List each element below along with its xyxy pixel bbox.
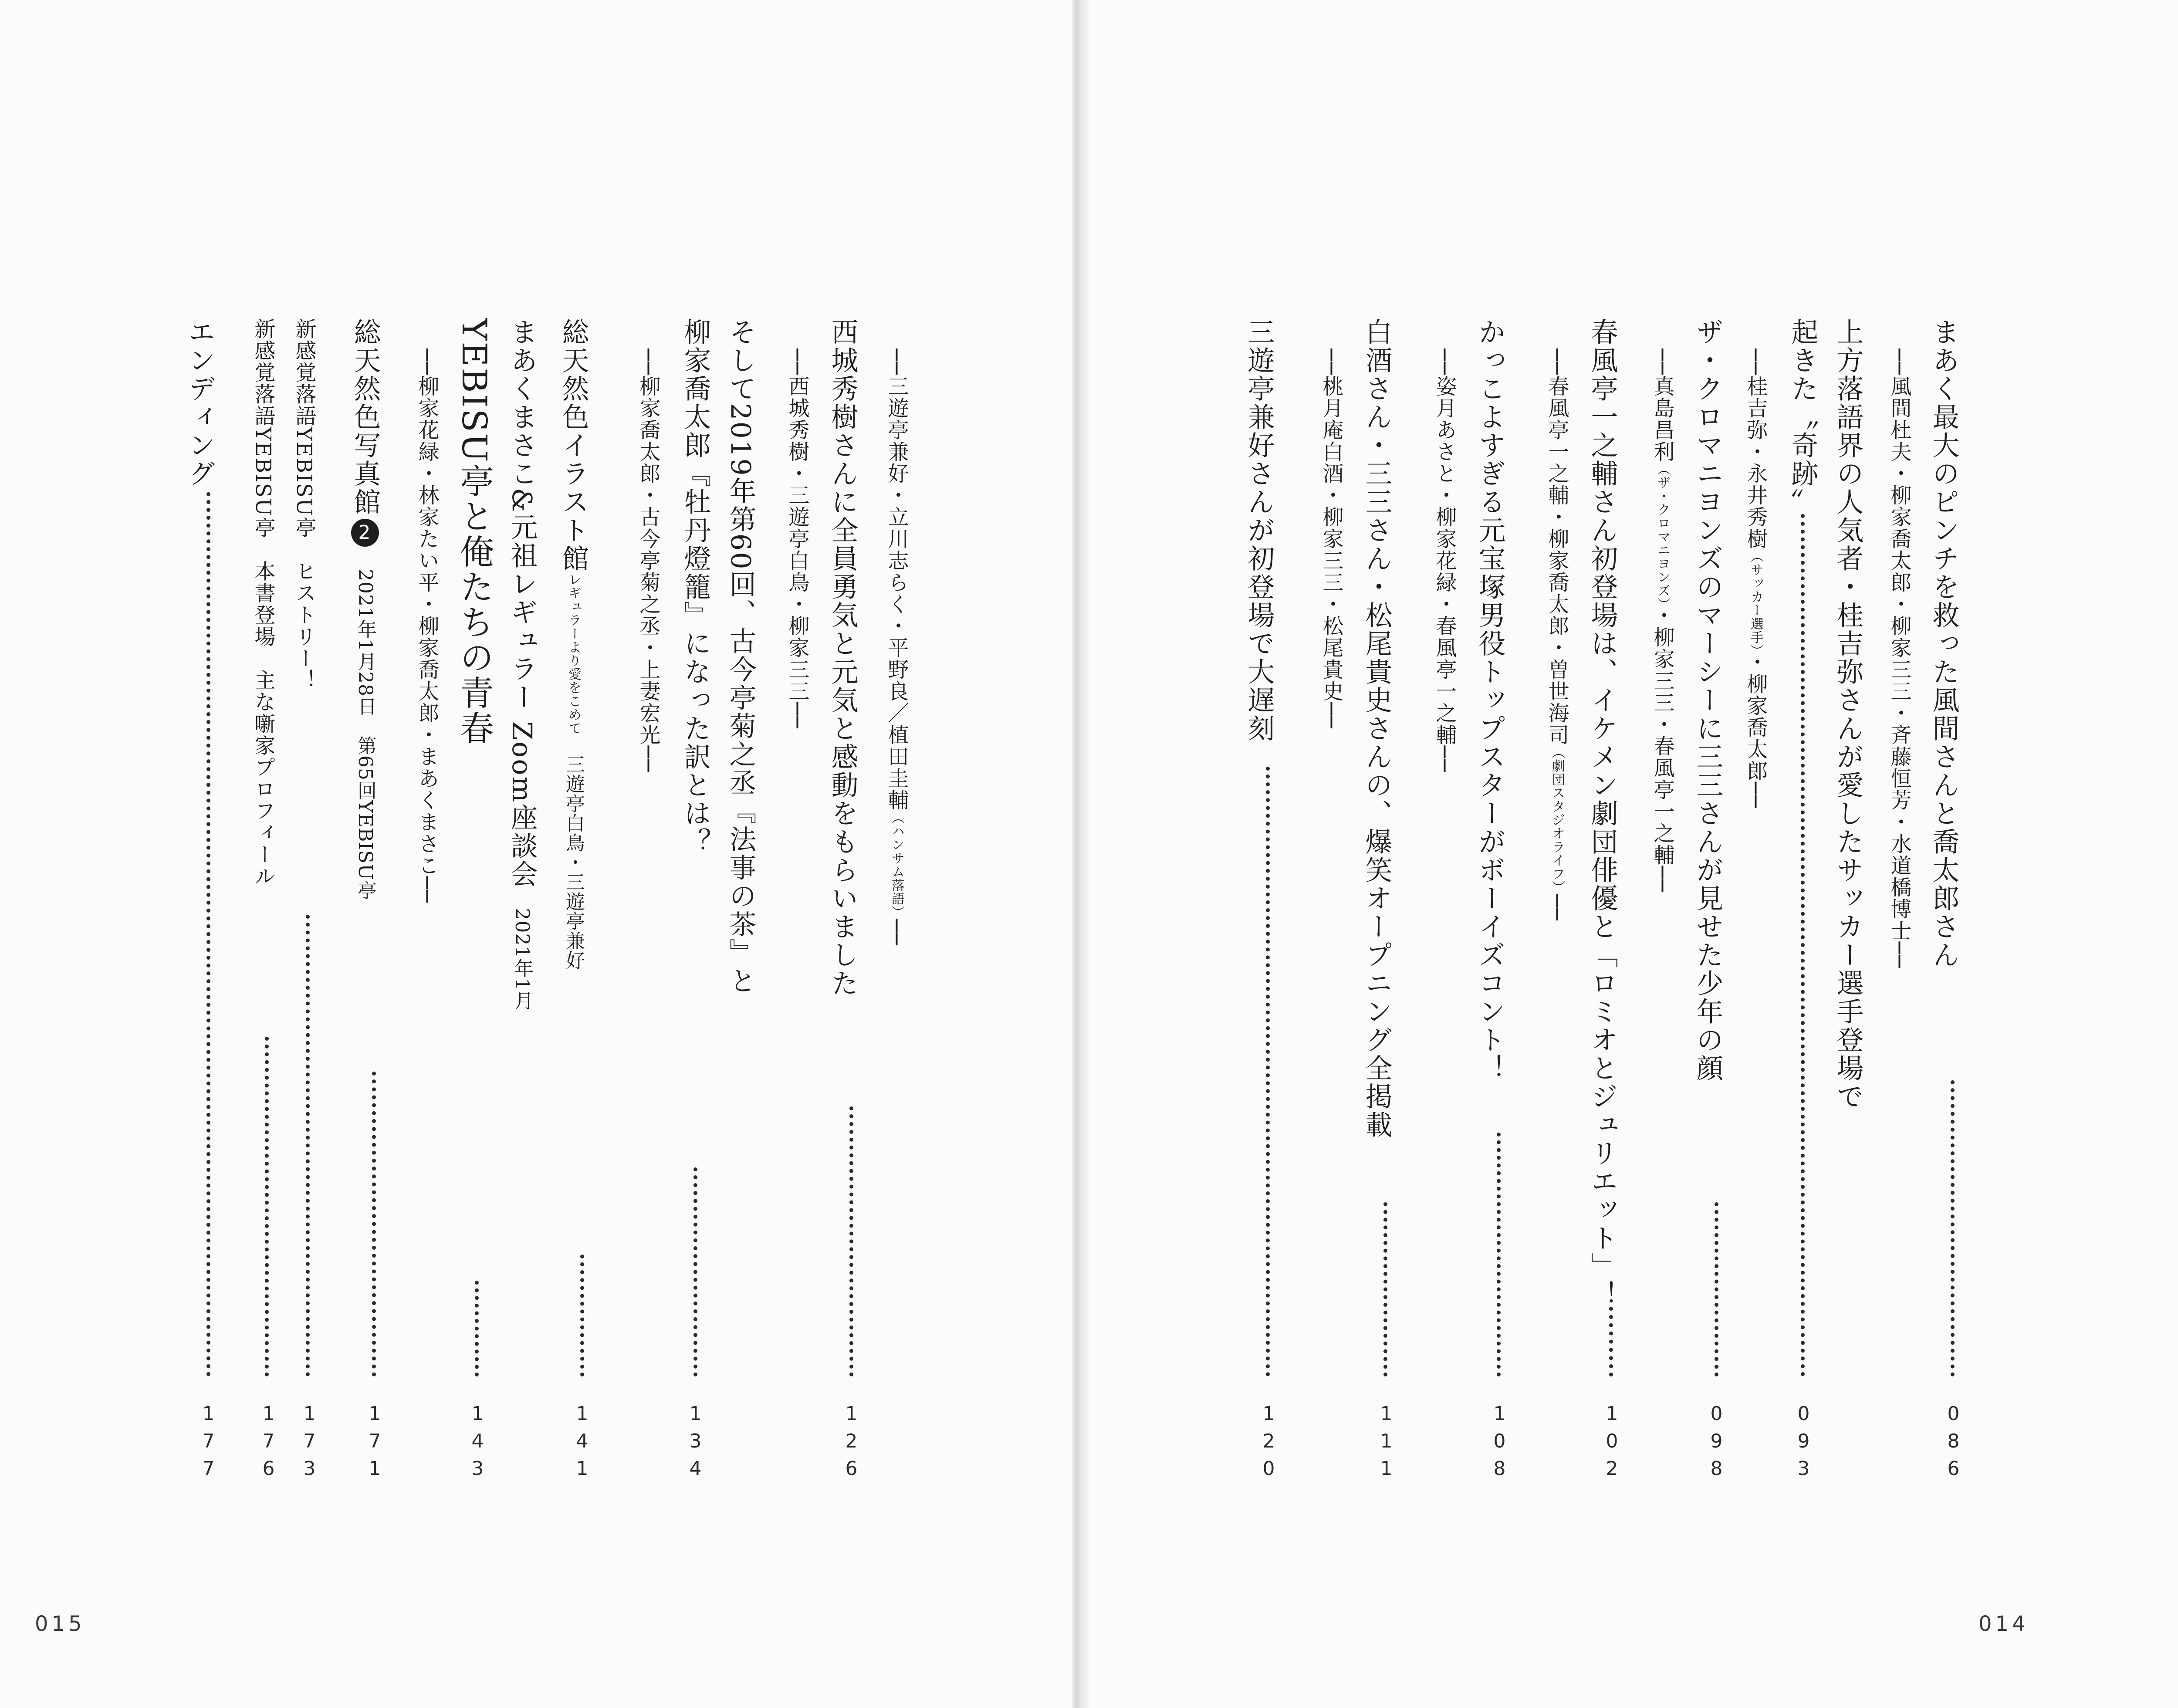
toc-entry-subtitle: ──姿月あさと・柳家花緑・春風亭一之輔── (1432, 348, 1457, 773)
toc-entry-subtitle: ──春風亭一之輔・柳家喬太郎・曽世海司（劇団スタジオライフ）── (1545, 348, 1569, 921)
toc-page-number: 111 (1375, 1403, 1397, 1485)
toc-entry-title: 上方落語界の人気者・桂吉弥さんが愛したサッカー選手登場で (1832, 318, 1864, 1111)
dot-leader (1497, 1133, 1501, 1377)
toc-entry-title: まあくまさこ&元祖レギュラー Zoom座談会 2021年1月 (506, 318, 538, 1011)
dot-leader (1951, 1080, 1955, 1377)
toc-entry-title: 三遊亭兼好さんが初登場で大遅刻 (1243, 318, 1275, 743)
toc-entry-title: そして2019年第60回、古今亭菊之丞『法事の茶』と (725, 318, 757, 995)
circled-number-icon: 2 (351, 519, 379, 547)
toc-entry-subtitle: ──西城秀樹・三遊亭白鳥・柳家三三── (785, 348, 809, 729)
toc-entry-title: 新感覚落語YEBISU亭 ヒストリー！ (292, 318, 316, 691)
toc-entry-title: かっこよすぎる元宝塚男役トップスターがボーイズコント！ (1474, 318, 1506, 1082)
toc-page-number: 173 (298, 1403, 321, 1485)
toc-entry-title: 総天然色写真館2 2021年1月28日 第65回YEBISU亭 (349, 318, 381, 900)
toc-page-number: 120 (1258, 1403, 1280, 1485)
dot-leader (475, 1281, 479, 1377)
dot-leader (306, 915, 310, 1377)
toc-page-number: 171 (364, 1403, 386, 1485)
dot-leader (206, 492, 210, 1377)
dot-leader (1383, 1202, 1387, 1377)
toc-page-number: 098 (1705, 1403, 1728, 1485)
dot-leader (1715, 1202, 1718, 1377)
toc-entry-subtitle: ──真島昌利（ザ・クロマニヨンズ）・柳家三三・春風亭一之輔── (1650, 348, 1674, 893)
dot-leader (372, 1072, 376, 1377)
toc-entry-title: 西城秀樹さんに全員勇気と元気と感動をもらいました (827, 318, 859, 998)
toc-entry-title: 新感覚落語YEBISU亭 本書登場 主な噺家プロフィール (251, 318, 275, 887)
toc-page-number: 126 (840, 1403, 862, 1485)
left-page (0, 0, 1072, 1708)
dot-leader (1609, 1307, 1613, 1377)
dot-leader (1801, 514, 1805, 1377)
toc-entry-title: 春風亭一之輔さん初登場は、イケメン劇団俳優と「ロミオとジュリエット」！ (1586, 318, 1618, 1309)
toc-entry-title: 総天然色イラスト館レギュラーより愛をこめて 三遊亭白鳥・三遊亭兼好 (558, 318, 589, 970)
dot-leader (265, 1037, 269, 1377)
toc-page-number: 141 (571, 1403, 593, 1485)
toc-entry-title: ザ・クロマニヨンズのマーシーに三三さんが見せた少年の顔 (1692, 318, 1724, 1082)
toc-page-number: 143 (467, 1403, 489, 1485)
dot-leader (693, 1167, 697, 1377)
toc-entry-title-line2: 柳家喬太郎『牡丹燈籠』になった訳とは？ (680, 318, 711, 856)
toc-entry-subtitle: ──三遊亭兼好・立川志らく・平野良／植田圭輔（ハンサム落語）── (884, 348, 909, 946)
page-folio: 014 (1978, 1612, 2029, 1636)
toc-page-number: 134 (684, 1403, 707, 1485)
page-folio: 015 (35, 1612, 85, 1636)
toc-entry-title: 白酒さん・三三さん・松尾貴史さんの、爆笑オープニング全掲載 (1361, 318, 1393, 1139)
toc-page-number: 086 (1942, 1403, 1965, 1485)
right-page (1081, 0, 2178, 1708)
dot-leader (1266, 767, 1270, 1377)
toc-page-number: 177 (197, 1403, 220, 1485)
toc-page-number: 093 (1792, 1403, 1815, 1485)
toc-entry-subtitle: ──柳家喬太郎・古今亭菊之丞・上妻宏光── (636, 348, 660, 773)
toc-page-number: 176 (257, 1403, 280, 1485)
toc-entry-title: まあく最大のピンチを救った風間さんと喬太郎さん (1928, 318, 1960, 969)
toc-page-number: 102 (1601, 1403, 1623, 1485)
toc-entry-subtitle: ──風間杜夫・柳家喬太郎・柳家三三・斉藤恒芳・水道橋博士── (1887, 348, 1911, 969)
toc-entry-title-line2: 起きた〝奇跡〟 (1787, 318, 1819, 516)
toc-page-number: 108 (1488, 1403, 1511, 1485)
toc-entry-subtitle: ──柳家花緑・林家たい平・柳家喬太郎・まあくまさこ── (415, 348, 439, 903)
toc-entry-subtitle: ──桃月庵白酒・柳家三三・松尾貴史── (1319, 348, 1343, 729)
toc-entry-title: エンディング (184, 318, 216, 488)
toc-entry-title-line2: YEBISU亭と俺たちの青春 (454, 318, 494, 746)
dot-leader (580, 1255, 584, 1377)
toc-entry-subtitle: ──桂吉弥・永井秀樹（サッカー選手）・柳家喬太郎── (1743, 348, 1768, 809)
dot-leader (849, 1106, 853, 1377)
